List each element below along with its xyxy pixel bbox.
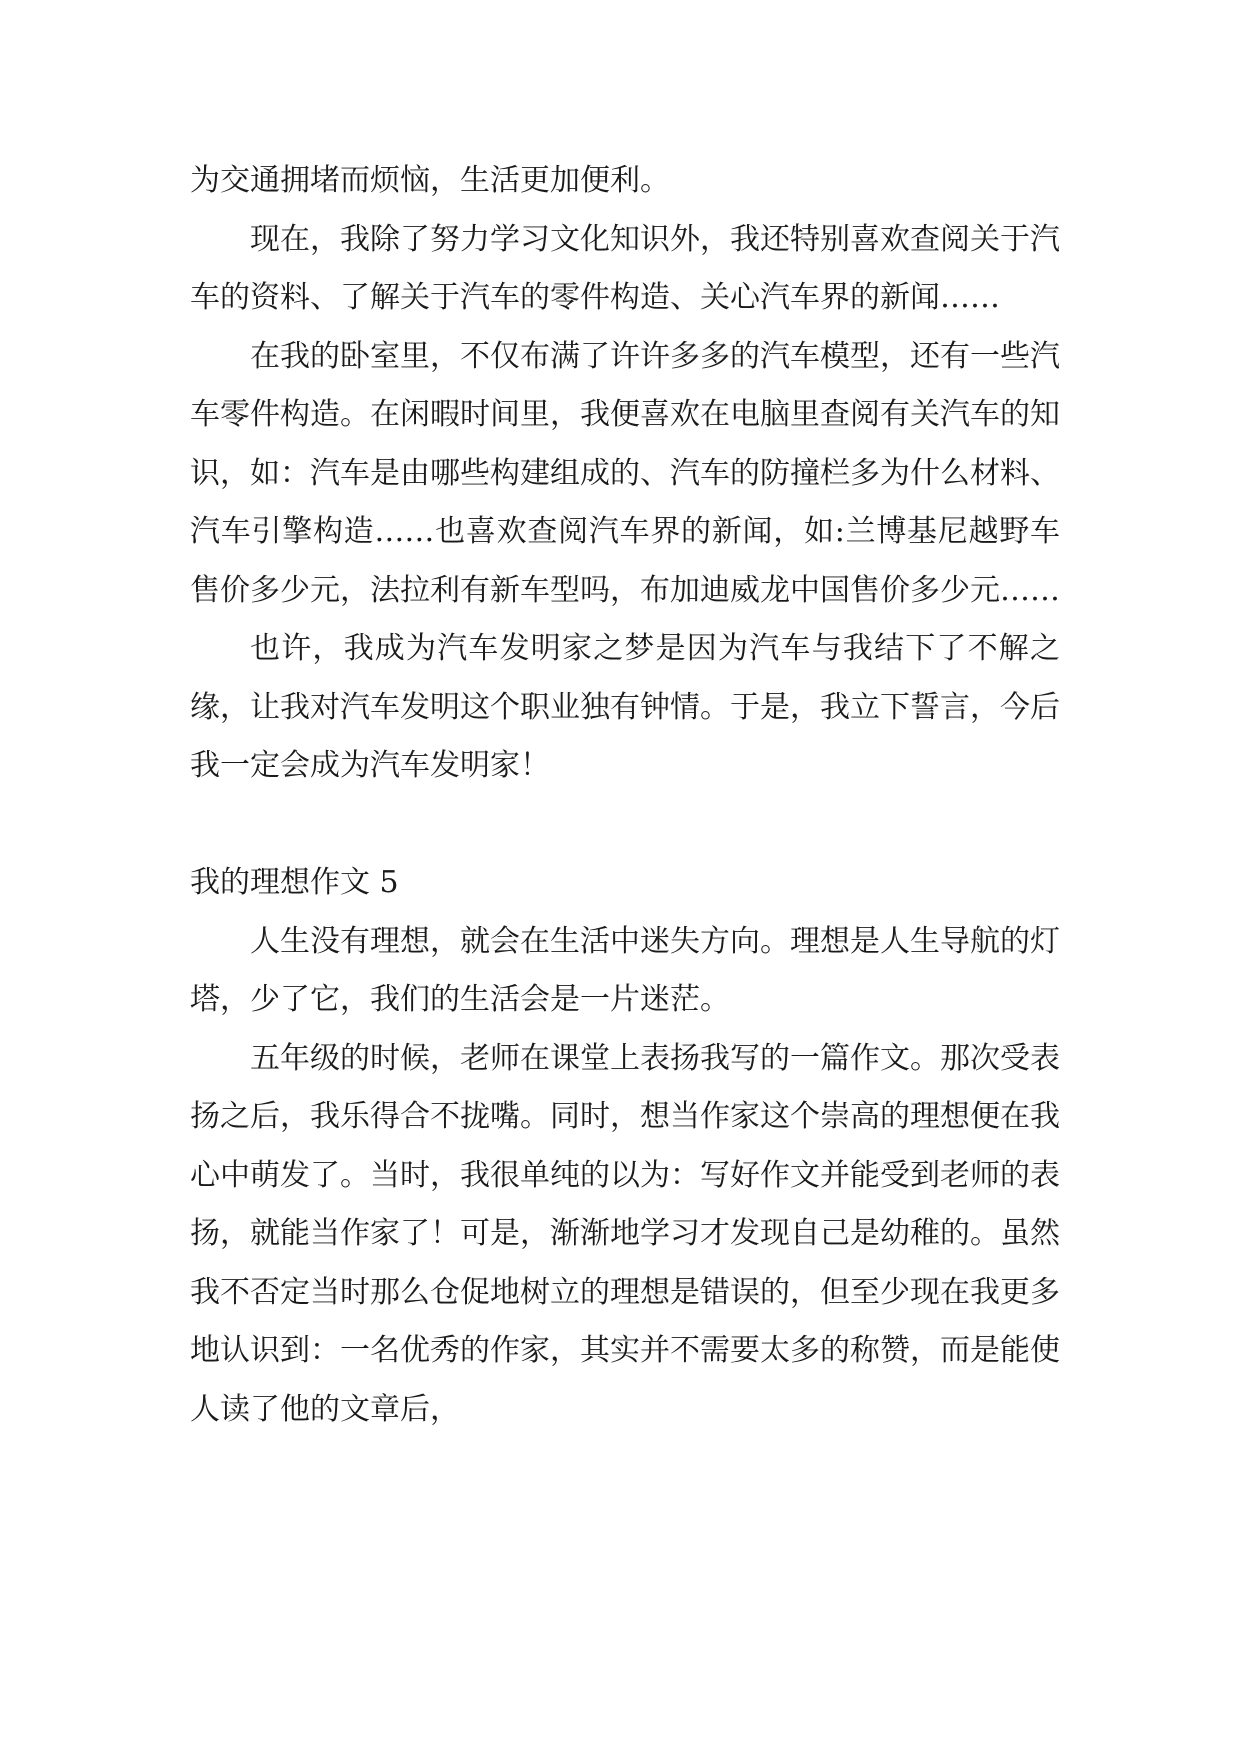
paragraph-continuation: 为交通拥堵而烦恼，生活更加便利。 — [190, 163, 670, 198]
paragraph-bedroom: 在我的卧室里，不仅布满了许许多多的汽车模型，还有一些汽车零件构造。在闲暇时间里，我便喜欢在电脑里查阅有关汽车的知识，如：汽车是由哪些构建组成的、汽车的防撞栏多为什么材料、汽车引擎构造……也喜欢查阅汽车界的新闻，如:兰博基尼越野车售价多少元，法拉利有新车型吗，布加迪威龙中国售价多少元…… — [190, 338, 1060, 608]
section-title: 我的理想作文 5 — [190, 865, 399, 900]
paragraph-fifth-grade: 五年级的时候，老师在课堂上表扬我写的一篇作文。那次受表扬之后，我乐得合不拢嘴。同时，想当作家这个崇高的理想便在我心中萌发了。当时，我很单纯的以为：写好作文并能受到老师的表扬，就能当作家了！可是，渐渐地学习才发现自己是幼稚的。虽然我不否定当时那么仓促地树立的理想是错误的，但至少现在我更多地认识到：一名优秀的作家，其实并不需要太多的称赞，而是能使人读了他的文章后， — [190, 1040, 1060, 1427]
document-body — [190, 152, 1060, 1439]
paragraph-vow: 也许，我成为汽车发明家之梦是因为汽车与我结下了不解之缘，让我对汽车发明这个职业独有钟情。于是，我立下誓言，今后我一定会成为汽车发明家！ — [190, 631, 1060, 783]
paragraph-hobby: 现在，我除了努力学习文化知识外，我还特别喜欢查阅关于汽车的资料、了解关于汽车的零件构造、关心汽车界的新闻…… — [190, 221, 1060, 315]
section-gap — [190, 796, 1060, 855]
paragraph-ideal-intro: 人生没有理想，就会在生活中迷失方向。理想是人生导航的灯塔，少了它，我们的生活会是一片迷茫。 — [190, 923, 1060, 1017]
